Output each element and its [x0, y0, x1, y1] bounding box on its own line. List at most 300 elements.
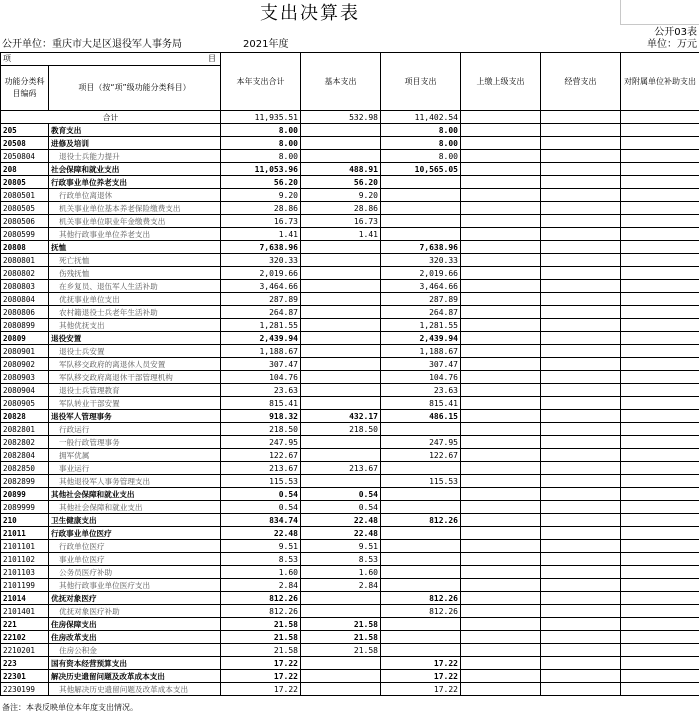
- row-code[interactable]: 20808: [1, 241, 49, 254]
- row-total[interactable]: 7,638.96: [221, 241, 301, 254]
- row-business[interactable]: [541, 124, 621, 137]
- row-total[interactable]: 21.58: [221, 631, 301, 644]
- row-code[interactable]: 2080901: [1, 345, 49, 358]
- row-business[interactable]: [541, 462, 621, 475]
- row-business[interactable]: [541, 228, 621, 241]
- row-basic[interactable]: 9.20: [301, 189, 381, 202]
- row-subsidy[interactable]: [621, 657, 699, 670]
- row-subsidy[interactable]: [621, 254, 699, 267]
- row-name[interactable]: 退役军人管理事务: [49, 410, 221, 423]
- row-subsidy[interactable]: [621, 332, 699, 345]
- row-remit[interactable]: [461, 137, 541, 150]
- row-code[interactable]: 2101103: [1, 566, 49, 579]
- row-total[interactable]: 23.63: [221, 384, 301, 397]
- row-total[interactable]: 16.73: [221, 215, 301, 228]
- row-subsidy[interactable]: [621, 449, 699, 462]
- row-basic[interactable]: [301, 241, 381, 254]
- row-name[interactable]: 住房保障支出: [49, 618, 221, 631]
- row-subsidy[interactable]: [621, 137, 699, 150]
- row-business[interactable]: [541, 371, 621, 384]
- row-code[interactable]: 2080505: [1, 202, 49, 215]
- row-remit[interactable]: [461, 657, 541, 670]
- row-subsidy[interactable]: [621, 553, 699, 566]
- row-total[interactable]: 2.84: [221, 579, 301, 592]
- row-subsidy[interactable]: [621, 202, 699, 215]
- row-code[interactable]: 20828: [1, 410, 49, 423]
- row-subsidy[interactable]: [621, 397, 699, 410]
- row-total[interactable]: 0.54: [221, 501, 301, 514]
- row-business[interactable]: [541, 579, 621, 592]
- row-name[interactable]: 事业单位医疗: [49, 553, 221, 566]
- row-name[interactable]: 国有资本经营预算支出: [49, 657, 221, 670]
- row-subsidy[interactable]: [621, 293, 699, 306]
- row-code[interactable]: 2210201: [1, 644, 49, 657]
- row-business[interactable]: [541, 137, 621, 150]
- row-code[interactable]: 2101401: [1, 605, 49, 618]
- row-business[interactable]: [541, 475, 621, 488]
- row-name[interactable]: 一般行政管理事务: [49, 436, 221, 449]
- row-project[interactable]: [381, 462, 461, 475]
- row-name[interactable]: 军队移交政府的离退休人员安置: [49, 358, 221, 371]
- row-code[interactable]: 21014: [1, 592, 49, 605]
- row-subsidy[interactable]: [621, 215, 699, 228]
- row-business[interactable]: [541, 631, 621, 644]
- row-subsidy[interactable]: [621, 189, 699, 202]
- row-basic[interactable]: 21.58: [301, 618, 381, 631]
- row-project[interactable]: [381, 566, 461, 579]
- row-project[interactable]: 17.22: [381, 683, 461, 696]
- row-code[interactable]: 2082801: [1, 423, 49, 436]
- row-basic[interactable]: [301, 475, 381, 488]
- row-basic[interactable]: 0.54: [301, 501, 381, 514]
- total-business[interactable]: [541, 111, 621, 124]
- row-business[interactable]: [541, 397, 621, 410]
- row-remit[interactable]: [461, 670, 541, 683]
- row-project[interactable]: 812.26: [381, 592, 461, 605]
- row-business[interactable]: [541, 306, 621, 319]
- row-basic[interactable]: 22.48: [301, 514, 381, 527]
- row-code[interactable]: 21011: [1, 527, 49, 540]
- row-business[interactable]: [541, 670, 621, 683]
- row-project[interactable]: [381, 189, 461, 202]
- row-remit[interactable]: [461, 553, 541, 566]
- row-basic[interactable]: [301, 319, 381, 332]
- row-name[interactable]: 行政单位医疗: [49, 540, 221, 553]
- row-code[interactable]: 2080803: [1, 280, 49, 293]
- row-total[interactable]: 815.41: [221, 397, 301, 410]
- row-name[interactable]: 退役士兵安置: [49, 345, 221, 358]
- row-subsidy[interactable]: [621, 124, 699, 137]
- row-business[interactable]: [541, 280, 621, 293]
- row-business[interactable]: [541, 605, 621, 618]
- row-total[interactable]: 56.20: [221, 176, 301, 189]
- total-project[interactable]: 11,402.54: [381, 111, 461, 124]
- row-name[interactable]: 死亡抚恤: [49, 254, 221, 267]
- row-project[interactable]: 812.26: [381, 514, 461, 527]
- row-project[interactable]: [381, 488, 461, 501]
- row-total[interactable]: 8.53: [221, 553, 301, 566]
- row-code[interactable]: 2082899: [1, 475, 49, 488]
- row-basic[interactable]: 213.67: [301, 462, 381, 475]
- row-total[interactable]: 287.89: [221, 293, 301, 306]
- row-basic[interactable]: [301, 592, 381, 605]
- row-total[interactable]: 320.33: [221, 254, 301, 267]
- row-subsidy[interactable]: [621, 670, 699, 683]
- row-business[interactable]: [541, 293, 621, 306]
- row-code[interactable]: 22301: [1, 670, 49, 683]
- row-basic[interactable]: [301, 436, 381, 449]
- row-subsidy[interactable]: [621, 319, 699, 332]
- row-project[interactable]: 122.67: [381, 449, 461, 462]
- row-project[interactable]: 104.76: [381, 371, 461, 384]
- row-total[interactable]: 1,188.67: [221, 345, 301, 358]
- row-name[interactable]: 其他退役军人事务管理支出: [49, 475, 221, 488]
- row-total[interactable]: 17.22: [221, 657, 301, 670]
- row-name[interactable]: 农村籍退役士兵老年生活补助: [49, 306, 221, 319]
- row-project[interactable]: 815.41: [381, 397, 461, 410]
- row-code[interactable]: 2080806: [1, 306, 49, 319]
- row-total[interactable]: 122.67: [221, 449, 301, 462]
- row-business[interactable]: [541, 449, 621, 462]
- row-subsidy[interactable]: [621, 423, 699, 436]
- row-subsidy[interactable]: [621, 579, 699, 592]
- row-project[interactable]: 812.26: [381, 605, 461, 618]
- row-project[interactable]: 8.00: [381, 137, 461, 150]
- row-project[interactable]: 23.63: [381, 384, 461, 397]
- row-name[interactable]: 解决历史遗留问题及改革成本支出: [49, 670, 221, 683]
- row-business[interactable]: [541, 436, 621, 449]
- row-remit[interactable]: [461, 449, 541, 462]
- row-remit[interactable]: [461, 501, 541, 514]
- row-subsidy[interactable]: [621, 345, 699, 358]
- row-name[interactable]: 伤残抚恤: [49, 267, 221, 280]
- row-remit[interactable]: [461, 566, 541, 579]
- row-project[interactable]: 115.53: [381, 475, 461, 488]
- row-subsidy[interactable]: [621, 501, 699, 514]
- row-subsidy[interactable]: [621, 163, 699, 176]
- row-business[interactable]: [541, 410, 621, 423]
- row-basic[interactable]: [301, 306, 381, 319]
- row-basic[interactable]: [301, 384, 381, 397]
- row-total[interactable]: 2,019.66: [221, 267, 301, 280]
- row-total[interactable]: 11,053.96: [221, 163, 301, 176]
- row-code[interactable]: 2082802: [1, 436, 49, 449]
- row-business[interactable]: [541, 176, 621, 189]
- row-remit[interactable]: [461, 631, 541, 644]
- row-subsidy[interactable]: [621, 241, 699, 254]
- row-name[interactable]: 机关事业单位职业年金缴费支出: [49, 215, 221, 228]
- row-project[interactable]: [381, 527, 461, 540]
- row-remit[interactable]: [461, 358, 541, 371]
- row-basic[interactable]: [301, 137, 381, 150]
- row-subsidy[interactable]: [621, 410, 699, 423]
- row-business[interactable]: [541, 423, 621, 436]
- row-subsidy[interactable]: [621, 540, 699, 553]
- row-code[interactable]: 22102: [1, 631, 49, 644]
- row-remit[interactable]: [461, 241, 541, 254]
- row-remit[interactable]: [461, 397, 541, 410]
- row-subsidy[interactable]: [621, 488, 699, 501]
- row-basic[interactable]: 488.91: [301, 163, 381, 176]
- row-name[interactable]: 行政事业单位医疗: [49, 527, 221, 540]
- row-remit[interactable]: [461, 306, 541, 319]
- row-remit[interactable]: [461, 540, 541, 553]
- row-business[interactable]: [541, 514, 621, 527]
- row-subsidy[interactable]: [621, 384, 699, 397]
- row-project[interactable]: 264.87: [381, 306, 461, 319]
- row-code[interactable]: 2101102: [1, 553, 49, 566]
- row-basic[interactable]: 218.50: [301, 423, 381, 436]
- row-project[interactable]: 2,439.94: [381, 332, 461, 345]
- row-code[interactable]: 210: [1, 514, 49, 527]
- row-code[interactable]: 2230199: [1, 683, 49, 696]
- row-business[interactable]: [541, 215, 621, 228]
- row-business[interactable]: [541, 358, 621, 371]
- row-business[interactable]: [541, 644, 621, 657]
- row-name[interactable]: 优抚对象医疗补助: [49, 605, 221, 618]
- row-basic[interactable]: [301, 449, 381, 462]
- row-total[interactable]: 307.47: [221, 358, 301, 371]
- row-remit[interactable]: [461, 384, 541, 397]
- row-basic[interactable]: 2.84: [301, 579, 381, 592]
- row-total[interactable]: 22.48: [221, 527, 301, 540]
- row-business[interactable]: [541, 501, 621, 514]
- row-total[interactable]: 17.22: [221, 683, 301, 696]
- row-total[interactable]: 9.20: [221, 189, 301, 202]
- row-code[interactable]: 2082804: [1, 449, 49, 462]
- row-basic[interactable]: [301, 345, 381, 358]
- row-remit[interactable]: [461, 436, 541, 449]
- row-total[interactable]: 104.76: [221, 371, 301, 384]
- row-subsidy[interactable]: [621, 358, 699, 371]
- row-business[interactable]: [541, 345, 621, 358]
- total-remit[interactable]: [461, 111, 541, 124]
- header-cell[interactable]: [620, 0, 699, 25]
- row-remit[interactable]: [461, 228, 541, 241]
- row-remit[interactable]: [461, 579, 541, 592]
- row-name[interactable]: 住房改革支出: [49, 631, 221, 644]
- row-remit[interactable]: [461, 280, 541, 293]
- row-project[interactable]: 8.00: [381, 150, 461, 163]
- row-total[interactable]: 2,439.94: [221, 332, 301, 345]
- row-remit[interactable]: [461, 163, 541, 176]
- total-subsidy[interactable]: [621, 111, 699, 124]
- row-total[interactable]: 812.26: [221, 592, 301, 605]
- row-code[interactable]: 20899: [1, 488, 49, 501]
- row-project[interactable]: 1,188.67: [381, 345, 461, 358]
- row-code[interactable]: 2080804: [1, 293, 49, 306]
- row-code[interactable]: 2101101: [1, 540, 49, 553]
- row-remit[interactable]: [461, 254, 541, 267]
- row-business[interactable]: [541, 592, 621, 605]
- row-total[interactable]: 812.26: [221, 605, 301, 618]
- row-remit[interactable]: [461, 124, 541, 137]
- row-name[interactable]: 抚恤: [49, 241, 221, 254]
- total-basic[interactable]: 532.98: [301, 111, 381, 124]
- row-basic[interactable]: [301, 332, 381, 345]
- row-name[interactable]: 其他社会保障和就业支出: [49, 488, 221, 501]
- row-code[interactable]: 205: [1, 124, 49, 137]
- row-project[interactable]: [381, 423, 461, 436]
- row-basic[interactable]: 56.20: [301, 176, 381, 189]
- row-code[interactable]: 20805: [1, 176, 49, 189]
- row-basic[interactable]: [301, 150, 381, 163]
- row-name[interactable]: 社会保障和就业支出: [49, 163, 221, 176]
- row-code[interactable]: 2080904: [1, 384, 49, 397]
- row-code[interactable]: 223: [1, 657, 49, 670]
- row-basic[interactable]: [301, 124, 381, 137]
- row-business[interactable]: [541, 618, 621, 631]
- row-business[interactable]: [541, 540, 621, 553]
- row-code[interactable]: 2080903: [1, 371, 49, 384]
- row-subsidy[interactable]: [621, 618, 699, 631]
- row-total[interactable]: 0.54: [221, 488, 301, 501]
- row-project[interactable]: 287.89: [381, 293, 461, 306]
- row-business[interactable]: [541, 163, 621, 176]
- row-remit[interactable]: [461, 618, 541, 631]
- row-code[interactable]: 2050804: [1, 150, 49, 163]
- row-code[interactable]: 2080801: [1, 254, 49, 267]
- row-project[interactable]: [381, 228, 461, 241]
- row-subsidy[interactable]: [621, 475, 699, 488]
- row-name[interactable]: 在乡复员、退伍军人生活补助: [49, 280, 221, 293]
- row-name[interactable]: 拥军优属: [49, 449, 221, 462]
- row-project[interactable]: [381, 644, 461, 657]
- row-business[interactable]: [541, 553, 621, 566]
- row-business[interactable]: [541, 319, 621, 332]
- row-name[interactable]: 退役士兵能力提升: [49, 150, 221, 163]
- row-code[interactable]: 2101199: [1, 579, 49, 592]
- row-basic[interactable]: 28.86: [301, 202, 381, 215]
- row-total[interactable]: 218.50: [221, 423, 301, 436]
- row-total[interactable]: 28.86: [221, 202, 301, 215]
- row-remit[interactable]: [461, 176, 541, 189]
- row-project[interactable]: 17.22: [381, 670, 461, 683]
- row-code[interactable]: 2080899: [1, 319, 49, 332]
- row-code[interactable]: 221: [1, 618, 49, 631]
- row-project[interactable]: 1,281.55: [381, 319, 461, 332]
- row-subsidy[interactable]: [621, 371, 699, 384]
- row-basic[interactable]: 432.17: [301, 410, 381, 423]
- row-name[interactable]: 其他解决历史遗留问题及改革成本支出: [49, 683, 221, 696]
- row-basic[interactable]: [301, 670, 381, 683]
- row-name[interactable]: 军队转业干部安置: [49, 397, 221, 410]
- row-basic[interactable]: [301, 605, 381, 618]
- row-code[interactable]: 2089999: [1, 501, 49, 514]
- row-total[interactable]: 3,464.66: [221, 280, 301, 293]
- row-business[interactable]: [541, 488, 621, 501]
- row-basic[interactable]: [301, 267, 381, 280]
- row-project[interactable]: 2,019.66: [381, 267, 461, 280]
- row-remit[interactable]: [461, 514, 541, 527]
- row-total[interactable]: 21.58: [221, 644, 301, 657]
- row-subsidy[interactable]: [621, 683, 699, 696]
- row-project[interactable]: 10,565.05: [381, 163, 461, 176]
- row-remit[interactable]: [461, 215, 541, 228]
- row-total[interactable]: 247.95: [221, 436, 301, 449]
- total-total[interactable]: 11,935.51: [221, 111, 301, 124]
- row-business[interactable]: [541, 657, 621, 670]
- row-remit[interactable]: [461, 371, 541, 384]
- row-total[interactable]: 21.58: [221, 618, 301, 631]
- row-total[interactable]: 8.00: [221, 124, 301, 137]
- row-basic[interactable]: 0.54: [301, 488, 381, 501]
- row-remit[interactable]: [461, 189, 541, 202]
- row-code[interactable]: 20809: [1, 332, 49, 345]
- row-code[interactable]: 2080599: [1, 228, 49, 241]
- row-project[interactable]: 307.47: [381, 358, 461, 371]
- row-code[interactable]: 2080802: [1, 267, 49, 280]
- row-subsidy[interactable]: [621, 267, 699, 280]
- row-total[interactable]: 834.74: [221, 514, 301, 527]
- row-subsidy[interactable]: [621, 462, 699, 475]
- row-name[interactable]: 卫生健康支出: [49, 514, 221, 527]
- row-subsidy[interactable]: [621, 631, 699, 644]
- row-basic[interactable]: 22.48: [301, 527, 381, 540]
- row-subsidy[interactable]: [621, 514, 699, 527]
- row-remit[interactable]: [461, 410, 541, 423]
- row-remit[interactable]: [461, 293, 541, 306]
- row-remit[interactable]: [461, 319, 541, 332]
- row-remit[interactable]: [461, 475, 541, 488]
- row-subsidy[interactable]: [621, 436, 699, 449]
- row-subsidy[interactable]: [621, 592, 699, 605]
- row-basic[interactable]: [301, 657, 381, 670]
- row-basic[interactable]: [301, 371, 381, 384]
- row-project[interactable]: 486.15: [381, 410, 461, 423]
- row-remit[interactable]: [461, 345, 541, 358]
- row-total[interactable]: 8.00: [221, 150, 301, 163]
- row-project[interactable]: [381, 215, 461, 228]
- row-basic[interactable]: 9.51: [301, 540, 381, 553]
- row-business[interactable]: [541, 202, 621, 215]
- row-name[interactable]: 行政单位离退休: [49, 189, 221, 202]
- row-basic[interactable]: 16.73: [301, 215, 381, 228]
- row-project[interactable]: 3,464.66: [381, 280, 461, 293]
- row-name[interactable]: 其他社会保障和就业支出: [49, 501, 221, 514]
- row-subsidy[interactable]: [621, 527, 699, 540]
- row-business[interactable]: [541, 332, 621, 345]
- row-code[interactable]: 2080905: [1, 397, 49, 410]
- row-name[interactable]: 公务员医疗补助: [49, 566, 221, 579]
- row-basic[interactable]: [301, 280, 381, 293]
- row-total[interactable]: 8.00: [221, 137, 301, 150]
- row-code[interactable]: 20508: [1, 137, 49, 150]
- row-project[interactable]: 7,638.96: [381, 241, 461, 254]
- row-subsidy[interactable]: [621, 176, 699, 189]
- row-business[interactable]: [541, 683, 621, 696]
- row-project[interactable]: 8.00: [381, 124, 461, 137]
- row-project[interactable]: [381, 501, 461, 514]
- row-remit[interactable]: [461, 605, 541, 618]
- row-name[interactable]: 优抚事业单位支出: [49, 293, 221, 306]
- row-project[interactable]: [381, 202, 461, 215]
- row-project[interactable]: 320.33: [381, 254, 461, 267]
- row-remit[interactable]: [461, 267, 541, 280]
- row-project[interactable]: [381, 540, 461, 553]
- row-name[interactable]: 退役安置: [49, 332, 221, 345]
- row-basic[interactable]: 1.60: [301, 566, 381, 579]
- row-project[interactable]: 17.22: [381, 657, 461, 670]
- row-name[interactable]: 行政运行: [49, 423, 221, 436]
- row-subsidy[interactable]: [621, 566, 699, 579]
- row-name[interactable]: 住房公积金: [49, 644, 221, 657]
- row-subsidy[interactable]: [621, 306, 699, 319]
- row-remit[interactable]: [461, 462, 541, 475]
- row-name[interactable]: 其他行政事业单位医疗支出: [49, 579, 221, 592]
- row-name[interactable]: 机关事业单位基本养老保险缴费支出: [49, 202, 221, 215]
- row-code[interactable]: 2080501: [1, 189, 49, 202]
